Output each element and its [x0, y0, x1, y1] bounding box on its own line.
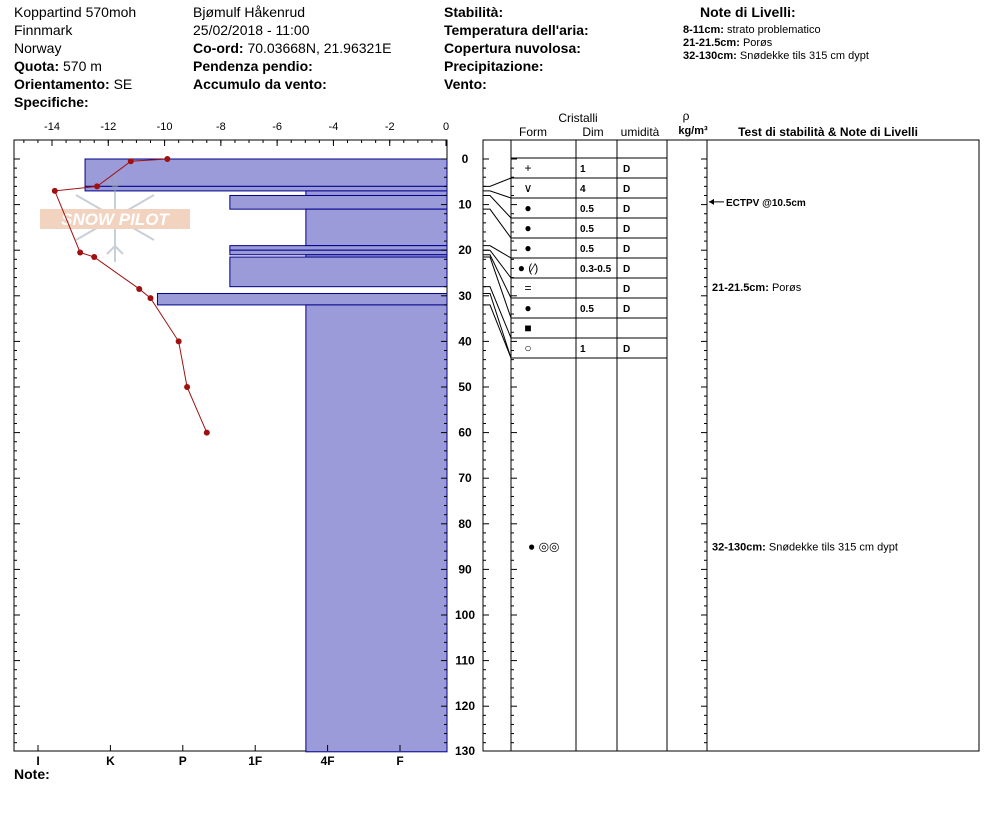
temp-tick-label-7: 0	[442, 121, 450, 133]
temperature-point-5	[91, 254, 97, 260]
hardness-tick-label-3: 1F	[248, 754, 263, 768]
hardness-tick-label-5: F	[396, 754, 404, 768]
hardness-layers	[85, 159, 447, 752]
note-label: Note:	[14, 766, 50, 782]
elevation-value: 570 m	[63, 58, 102, 74]
row-hum-3: D	[623, 224, 631, 235]
slope-label: Pendenza pendio:	[193, 58, 313, 74]
depth-tick-label-2: 20	[458, 243, 472, 258]
depth-tick-label-1: 10	[458, 197, 472, 212]
row-hum-0: D	[623, 164, 631, 175]
country: Norway	[14, 40, 62, 56]
depth-tick-label-13: 130	[454, 744, 476, 758]
row-hum-6: D	[623, 284, 631, 295]
row-hum-7: D	[623, 304, 631, 315]
wind-loading-label: Accumulo da vento:	[193, 76, 327, 92]
row-dim-2: 0.5	[580, 204, 594, 215]
test-note-arrowhead	[709, 199, 714, 205]
temperature-point-3	[52, 188, 58, 194]
density-unit: kg/m³	[678, 125, 708, 137]
stability-label: Stabilità:	[444, 4, 504, 20]
layer-connector-4	[483, 246, 511, 258]
temperature-point-6	[136, 286, 142, 292]
density-symbol: ρ	[682, 109, 690, 123]
aspect-label: Orientamento:	[14, 76, 110, 92]
depth-tick-label-6: 60	[458, 425, 472, 440]
temp-tick-label-2: -10	[156, 121, 173, 133]
row-form-9: ○	[524, 341, 532, 355]
row-form-0: +	[524, 161, 532, 175]
temp-tick-label-5: -4	[328, 121, 339, 133]
test-note-0	[709, 198, 806, 209]
coord-value: 70.03668N, 21.96321E	[247, 40, 392, 56]
hardness-layer-3	[230, 195, 447, 209]
row-dim-7: 0.5	[580, 304, 594, 315]
row-hum-2: D	[623, 204, 631, 215]
row-hum-5: D	[623, 264, 631, 275]
hardness-layer-0	[85, 159, 447, 186]
layer-table	[483, 109, 979, 751]
test-note-1	[712, 282, 802, 294]
wind-label: Vento:	[444, 76, 487, 92]
hardness-layer-8	[230, 257, 447, 287]
layer-note-1: 8-11cm: strato problematico	[683, 24, 821, 36]
row-hum-1: D	[623, 184, 631, 195]
row-dim-4: 0.5	[580, 244, 594, 255]
temperature-point-2	[94, 183, 100, 189]
row-dim-1: 4	[580, 184, 586, 195]
layer-note-2: 21-21.5cm: Porøs	[683, 37, 773, 49]
row-dim-3: 0.5	[580, 224, 594, 235]
temp-tick-label-6: -2	[384, 121, 395, 133]
hardness-layer-1	[85, 186, 447, 191]
row-form-7: ●	[524, 301, 532, 315]
temperature-point-8	[176, 338, 182, 344]
depth-tick-label-10: 100	[454, 608, 476, 622]
hardness-tick-label-2: P	[178, 754, 187, 768]
temp-tick-label-3: -8	[215, 121, 226, 133]
test-notes	[709, 198, 898, 554]
layer-connector-1	[483, 191, 511, 198]
precip-label: Precipitazione:	[444, 58, 544, 74]
hardness-layer-10	[157, 294, 447, 305]
location: Koppartind 570moh	[14, 4, 137, 20]
depth-tick-label-3: 30	[458, 288, 472, 303]
layer-notes-title: Note di Livelli:	[700, 4, 796, 20]
temp-tick-label-0: -14	[44, 121, 60, 133]
elevation-label: Quota:	[14, 58, 60, 74]
air-temp-label: Temperatura dell'aria:	[444, 22, 589, 38]
cloud-label: Copertura nuvolosa:	[444, 40, 581, 56]
crystals-header: Cristalli	[558, 111, 598, 125]
hardness-layer-11	[306, 305, 447, 752]
depth-tick-label-9: 90	[458, 562, 472, 577]
row-form-2: ●	[524, 201, 532, 215]
layer-connector-2	[483, 195, 511, 218]
layer-connector-10	[483, 305, 511, 358]
row-form-8: ■	[524, 321, 532, 335]
hardness-layer-2	[306, 191, 447, 196]
temp-tick-label-4: -6	[272, 121, 283, 133]
test-note-2	[712, 542, 898, 554]
temperature-point-7	[148, 295, 154, 301]
test-note-text: 32-130cm: Snødekke tils 315 cm dypt	[712, 541, 898, 554]
bottom-layer-form: ● ◎◎	[528, 539, 560, 554]
depth-tick-label-8: 80	[458, 516, 472, 531]
layer-connector-8	[483, 287, 511, 338]
temp-tick-label-1: -12	[100, 121, 117, 133]
depth-tick-label-4: 40	[458, 334, 472, 349]
temperature-point-4	[77, 249, 83, 255]
depth-tick-label-7: 70	[458, 471, 472, 486]
depth-tick-label-0: 0	[461, 152, 469, 166]
row-dim-0: 1	[580, 164, 586, 175]
dim-header: Dim	[582, 125, 604, 139]
temperature-point-10	[204, 430, 210, 436]
region: Finnmark	[14, 22, 73, 38]
hardness-tick-label-4: 4F	[320, 754, 335, 768]
hardness-layer-5	[230, 246, 447, 251]
row-dim-5: 0.3-0.5	[580, 264, 612, 275]
right-depth-ticks	[483, 159, 707, 743]
observer: Bjømulf Håkenrud	[193, 4, 306, 20]
row-form-3: ●	[524, 221, 532, 235]
layer-connector-7	[483, 257, 511, 318]
humidity-header: umidità	[620, 125, 660, 139]
depth-tick-label-5: 50	[458, 380, 472, 394]
temperature-point-0	[164, 156, 170, 162]
form-header: Form	[519, 125, 547, 139]
hardness-tick-label-0: I	[36, 754, 40, 768]
row-form-6: =	[524, 281, 532, 295]
row-dim-9: 1	[580, 344, 586, 355]
tests-header: Test di stabilità & Note di Livelli	[738, 125, 918, 139]
row-hum-9: D	[623, 344, 631, 355]
temperature-point-9	[184, 384, 190, 390]
aspect-value: SE	[113, 76, 133, 92]
layer-connector-0	[483, 178, 511, 186]
row-form-5: ● (⁄)	[517, 261, 539, 275]
hardness-layer-6	[230, 250, 447, 255]
layer-note-3: 32-130cm: Snødekke tils 315 cm dypt	[683, 50, 869, 62]
temperature-point-1	[128, 158, 134, 164]
depth-tick-label-12: 120	[454, 699, 476, 714]
datetime: 25/02/2018 - 11:00	[193, 22, 310, 38]
test-note-text: 21-21.5cm: Porøs	[712, 281, 802, 294]
row-form-4: ●	[524, 241, 532, 255]
hardness-layer-4	[306, 209, 447, 245]
row-form-1: ∨	[523, 181, 533, 195]
watermark-text: SNOW PILOT	[61, 210, 169, 229]
depth-tick-label-11: 110	[455, 653, 475, 668]
specifics-label: Specifiche:	[14, 94, 89, 110]
row-hum-4: D	[623, 244, 631, 255]
coord-label: Co-ord:	[193, 40, 244, 56]
test-note-text: ECTPV @10.5cm	[726, 197, 806, 209]
hardness-tick-label-1: K	[106, 754, 115, 768]
